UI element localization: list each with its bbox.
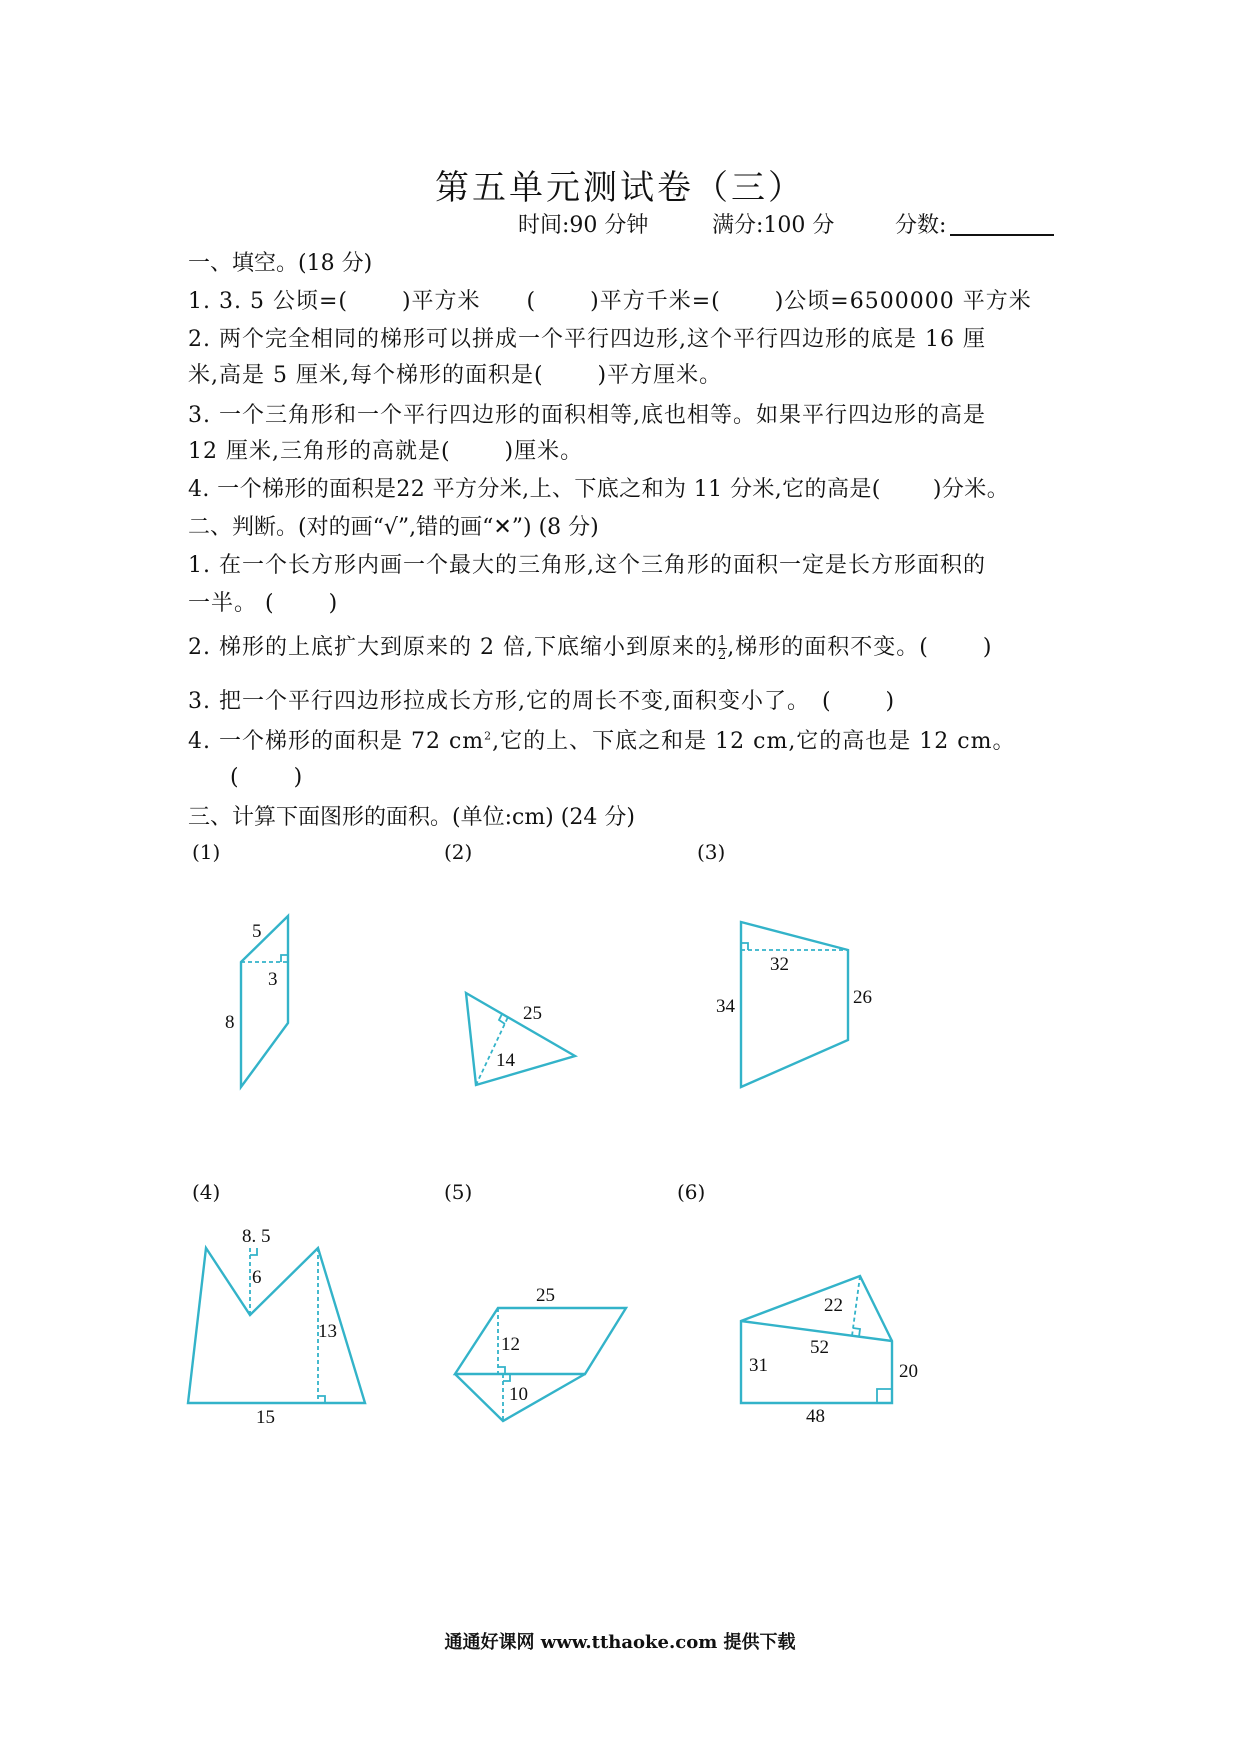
question-2-4-text-before: 4. 一个梯形的面积是 72 cm <box>188 729 485 754</box>
figure-2-height-label: 14 <box>496 1050 515 1071</box>
question-2-1-line1: 1. 在一个长方形内画一个最大的三角形,这个三角形的面积一定是长方形面积的 <box>188 553 986 578</box>
score-label: 分数: <box>895 213 947 238</box>
question-1-2-line2: 米,高是 5 厘米,每个梯形的面积是( )平方厘米。 <box>188 363 723 388</box>
page-title: 第五单元测试卷（三） <box>435 168 805 208</box>
square-superscript: 2 <box>484 729 493 743</box>
figure-6-base-label: 48 <box>806 1406 825 1427</box>
figure-1-height-label: 3 <box>268 969 278 990</box>
section-2-heading: 二、判断。(对的画“√”,错的画“✕”) (8 分) <box>188 515 599 540</box>
question-1-3-line1: 3. 一个三角形和一个平行四边形的面积相等,底也相等。如果平行四边形的高是 <box>188 403 986 428</box>
figure-3-height-label: 32 <box>770 954 789 975</box>
figure-6-composite <box>741 1276 918 1427</box>
figure-4-top-label: 8. 5 <box>242 1226 271 1247</box>
figure-6-diagonal-label: 52 <box>810 1337 829 1358</box>
figure-2-triangle <box>466 993 575 1085</box>
question-2-4-text-after: ,它的上、下底之和是 12 cm,它的高也是 12 cm。 <box>492 729 1016 754</box>
question-1-3-line2: 12 厘米,三角形的高就是( )厘米。 <box>188 439 584 464</box>
footer-source: 通通好课网 www.tthaoke.com 提供下载 <box>444 1632 796 1653</box>
section-1-heading: 一、填空。(18 分) <box>188 251 373 276</box>
figure-3-right-base-label: 26 <box>853 987 872 1008</box>
figure-1-label: (1) <box>192 840 221 864</box>
figure-1-base-label: 8 <box>225 1012 235 1033</box>
fraction-denominator: 2 <box>717 647 728 663</box>
question-2-1-line2: 一半。 ( ) <box>188 591 339 616</box>
fraction-numerator: 1 <box>717 633 728 649</box>
figure-1-side-label: 5 <box>252 921 262 942</box>
question-1-2-line1: 2. 两个完全相同的梯形可以拼成一个平行四边形,这个平行四边形的底是 16 厘 <box>188 327 986 352</box>
figure-4-label: (4) <box>192 1180 221 1204</box>
figure-3-label: (3) <box>697 840 726 864</box>
figure-4-height-label: 13 <box>318 1321 337 1342</box>
question-1-1: 1. 3. 5 公顷=( )平方米 ( )平方千米=( )公顷=6500000 平方米 <box>188 289 1032 314</box>
figure-6-left-label: 31 <box>749 1355 768 1376</box>
figure-5-label: (5) <box>444 1180 473 1204</box>
question-2-2-text-before: 2. 梯形的上底扩大到原来的 2 倍,下底缩小到原来的 <box>188 635 718 660</box>
figure-6-right-label: 20 <box>899 1361 918 1382</box>
figure-5-triangle-height-label: 10 <box>509 1384 528 1405</box>
figure-2-label: (2) <box>444 840 473 864</box>
question-1-4: 4. 一个梯形的面积是22 平方分米,上、下底之和为 11 分米,它的高是( )分米。 <box>188 477 1010 502</box>
question-2-2-text-after: ,梯形的面积不变。( ) <box>727 635 993 660</box>
question-2-3: 3. 把一个平行四边形拉成长方形,它的周长不变,面积变小了。 ( ) <box>188 689 896 714</box>
figure-3-trapezoid <box>716 922 872 1087</box>
figure-6-label: (6) <box>677 1180 706 1204</box>
figure-5-base-label: 25 <box>536 1285 555 1306</box>
figure-3-left-base-label: 34 <box>716 996 735 1017</box>
full-score: 满分:100 分 <box>712 213 835 238</box>
figure-5-composite <box>455 1285 626 1421</box>
figure-2-base-label: 25 <box>523 1003 542 1024</box>
figure-5-height-label: 12 <box>501 1334 520 1355</box>
figure-4-notch-label: 6 <box>252 1267 262 1288</box>
figure-4-composite <box>188 1226 365 1428</box>
figure-6-height-label: 22 <box>824 1295 843 1316</box>
figure-4-base-label: 15 <box>256 1407 275 1428</box>
figure-1-parallelogram <box>225 916 288 1087</box>
time-limit: 时间:90 分钟 <box>518 213 649 238</box>
question-2-4-answer: ( ) <box>230 765 304 790</box>
section-3-heading: 三、计算下面图形的面积。(单位:cm) (24 分) <box>188 805 635 830</box>
